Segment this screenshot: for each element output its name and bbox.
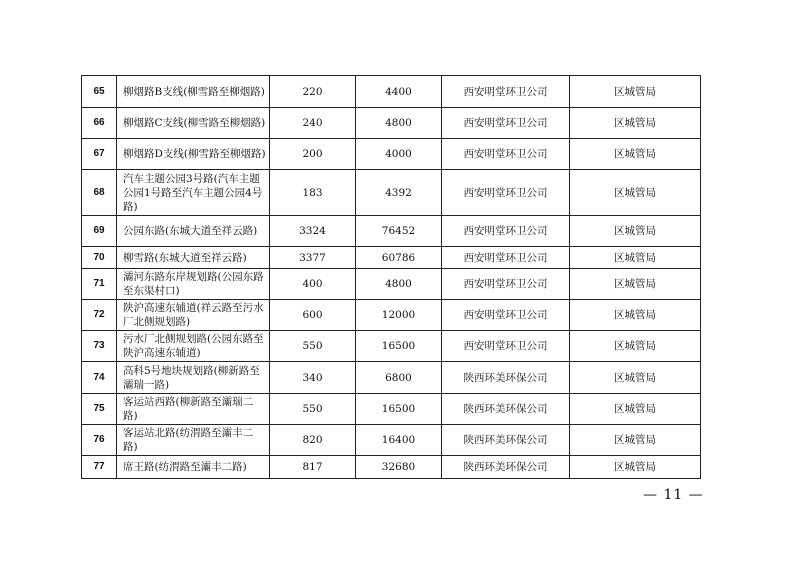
cleaning-company: 西安明堂环卫公司	[442, 139, 570, 170]
table-row	[82, 76, 701, 108]
cleaning-company: 陕西环美环保公司	[442, 425, 570, 456]
road-length: 550	[270, 331, 356, 362]
road-area: 32680	[356, 456, 442, 479]
row-number: 69	[82, 216, 117, 247]
road-length: 550	[270, 394, 356, 425]
road-name: 高科5号地块规划路(柳新路至灞瑞一路)	[117, 362, 270, 394]
table-row	[82, 331, 701, 362]
road-area: 4000	[356, 139, 442, 170]
row-number: 73	[82, 331, 117, 362]
cleaning-company: 西安明堂环卫公司	[442, 269, 570, 300]
cleaning-company: 西安明堂环卫公司	[442, 170, 570, 216]
road-length: 183	[270, 170, 356, 216]
road-area: 16500	[356, 331, 442, 362]
supervising-dept: 区城管局	[570, 76, 701, 108]
cleaning-company: 陕西环美环保公司	[442, 362, 570, 394]
row-number: 70	[82, 247, 117, 269]
table-row	[82, 108, 701, 139]
supervising-dept: 区城管局	[570, 394, 701, 425]
supervising-dept: 区城管局	[570, 362, 701, 394]
supervising-dept: 区城管局	[570, 108, 701, 139]
cleaning-company: 西安明堂环卫公司	[442, 216, 570, 247]
supervising-dept: 区城管局	[570, 247, 701, 269]
road-name: 柳烟路D支线(柳雪路至柳烟路)	[117, 139, 270, 170]
table-row	[82, 139, 701, 170]
road-area: 6800	[356, 362, 442, 394]
table-row	[82, 269, 701, 300]
row-number: 76	[82, 425, 117, 456]
road-length: 817	[270, 456, 356, 479]
supervising-dept: 区城管局	[570, 216, 701, 247]
cleaning-company: 西安明堂环卫公司	[442, 108, 570, 139]
row-number: 75	[82, 394, 117, 425]
road-area: 4800	[356, 269, 442, 300]
road-area: 60786	[356, 247, 442, 269]
road-length: 3377	[270, 247, 356, 269]
road-name: 汽车主题公园3号路(汽车主题公园1号路至汽车主题公园4号路)	[117, 170, 270, 216]
road-name: 公园东路(东城大道至祥云路)	[117, 216, 270, 247]
supervising-dept: 区城管局	[570, 170, 701, 216]
cleaning-company: 西安明堂环卫公司	[442, 247, 570, 269]
road-area: 12000	[356, 300, 442, 331]
table-row	[82, 300, 701, 331]
cleaning-company: 西安明堂环卫公司	[442, 300, 570, 331]
road-length: 400	[270, 269, 356, 300]
table-row	[82, 394, 701, 425]
road-name: 污水厂北侧规划路(公园东路至陕沪高速东辅道)	[117, 331, 270, 362]
road-area: 16400	[356, 425, 442, 456]
road-name: 柳烟路C支线(柳雪路至柳烟路)	[117, 108, 270, 139]
road-name: 客运站北路(纺渭路至灞丰二路)	[117, 425, 270, 456]
road-area: 4400	[356, 76, 442, 108]
road-length: 3324	[270, 216, 356, 247]
road-area: 4392	[356, 170, 442, 216]
road-name: 柳烟路B支线(柳雪路至柳烟路)	[117, 76, 270, 108]
table-row	[82, 216, 701, 247]
row-number: 77	[82, 456, 117, 479]
road-name: 客运站西路(柳新路至灞瑞二路)	[117, 394, 270, 425]
road-length: 820	[270, 425, 356, 456]
table-row	[82, 456, 701, 479]
supervising-dept: 区城管局	[570, 456, 701, 479]
supervising-dept: 区城管局	[570, 331, 701, 362]
road-area: 4800	[356, 108, 442, 139]
road-cleaning-table	[81, 75, 701, 479]
table-row	[82, 362, 701, 394]
road-length: 340	[270, 362, 356, 394]
row-number: 74	[82, 362, 117, 394]
cleaning-company: 陕西环美环保公司	[442, 394, 570, 425]
table-row	[82, 247, 701, 269]
cleaning-company: 西安明堂环卫公司	[442, 331, 570, 362]
page-number: — 11 —	[643, 487, 704, 503]
table-row	[82, 425, 701, 456]
cleaning-company: 陕西环美环保公司	[442, 456, 570, 479]
supervising-dept: 区城管局	[570, 425, 701, 456]
row-number: 65	[82, 76, 117, 108]
row-number: 72	[82, 300, 117, 331]
road-name: 柳雪路(东城大道至祥云路)	[117, 247, 270, 269]
road-name: 陕沪高速东辅道(祥云路至污水厂北侧规划路)	[117, 300, 270, 331]
road-area: 16500	[356, 394, 442, 425]
road-length: 200	[270, 139, 356, 170]
road-length: 240	[270, 108, 356, 139]
cleaning-company: 西安明堂环卫公司	[442, 76, 570, 108]
supervising-dept: 区城管局	[570, 269, 701, 300]
supervising-dept: 区城管局	[570, 300, 701, 331]
supervising-dept: 区城管局	[570, 139, 701, 170]
road-name: 席王路(纺渭路至灞丰二路)	[117, 456, 270, 479]
row-number: 68	[82, 170, 117, 216]
table-row	[82, 170, 701, 216]
road-area: 76452	[356, 216, 442, 247]
row-number: 71	[82, 269, 117, 300]
road-name: 灞河东路东岸规划路(公园东路至东渠村口)	[117, 269, 270, 300]
road-length: 220	[270, 76, 356, 108]
road-length: 600	[270, 300, 356, 331]
row-number: 66	[82, 108, 117, 139]
row-number: 67	[82, 139, 117, 170]
